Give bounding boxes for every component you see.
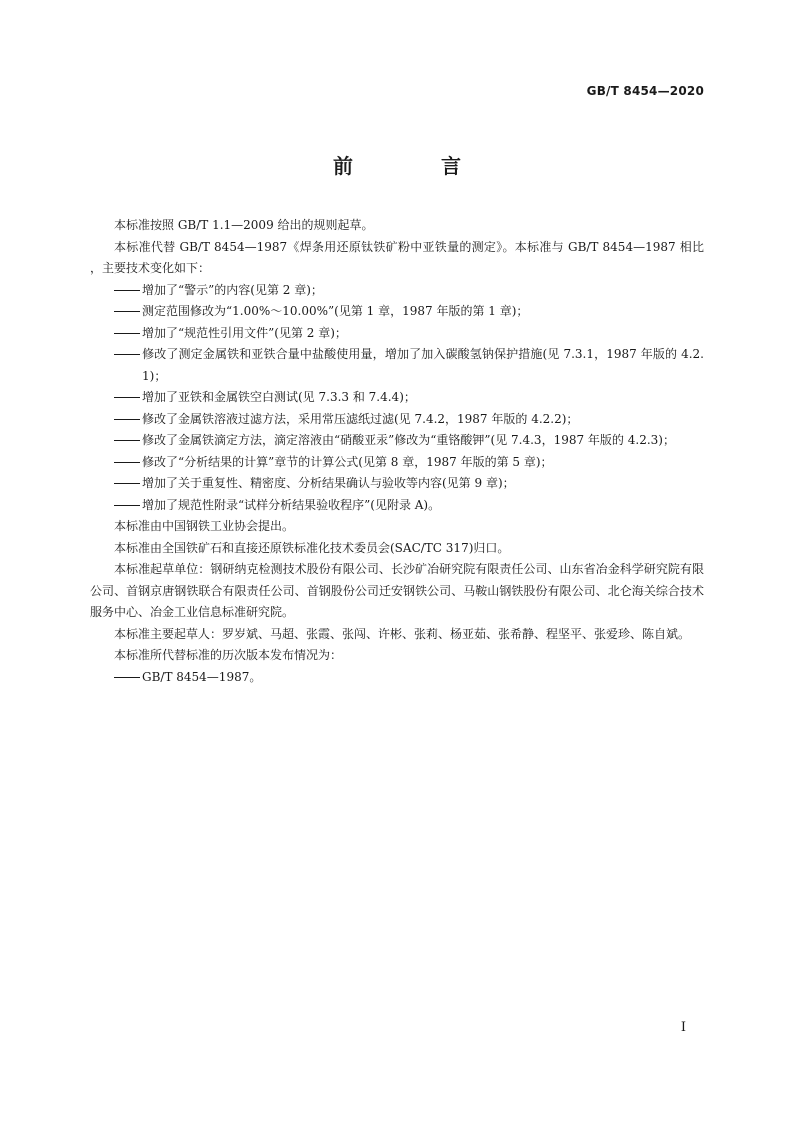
dash-marker bbox=[114, 333, 142, 334]
paragraph: 本标准主要起草人：罗岁斌、马超、张霞、张闯、许彬、张莉、杨亚茹、张希静、程坚平、张爱珍、陈自斌。 bbox=[114, 626, 691, 641]
list-item: 修改了“分析结果的计算”章节的计算公式(见第 8 章，1987 年版的第 5 章)； bbox=[90, 452, 704, 474]
dash-marker bbox=[114, 483, 142, 484]
page-number: I bbox=[680, 1020, 686, 1035]
document-code: GB/T 8454—2020 bbox=[586, 84, 704, 98]
preface-body bbox=[90, 215, 704, 688]
dash-marker bbox=[114, 354, 142, 355]
dash-marker bbox=[114, 397, 142, 398]
paragraph: 本标准起草单位：钢研纳克检测技术股份有限公司、长沙矿冶研究院有限责任公司、山东省冶金科学研究院有限公司、首钢京唐钢铁联合有限责任公司、首钢股份公司迁安钢铁公司、马鞍山钢铁股份有限公司、北仑海关综合技术服务中心、冶金工业信息标准研究院。 bbox=[90, 562, 704, 619]
dash-marker bbox=[114, 419, 142, 420]
dash-marker bbox=[114, 677, 142, 678]
dash-marker bbox=[114, 290, 142, 291]
dash-marker bbox=[114, 462, 142, 463]
paragraph: 本标准按照 GB/T 1.1—2009 给出的规则起草。 bbox=[114, 218, 374, 232]
list-item: 增加了关于重复性、精密度、分析结果确认与验收等内容(见第 9 章)； bbox=[90, 473, 704, 495]
paragraph: 本标准所代替标准的历次版本发布情况为： bbox=[114, 648, 343, 662]
dash-marker bbox=[114, 440, 142, 441]
list-item: 修改了金属铁滴定方法，滴定溶液由“硝酸亚汞”修改为“重铬酸钾”(见 7.4.3，1987 年版的 4.2.3)； bbox=[90, 430, 704, 452]
list-item: 修改了金属铁溶液过滤方法，采用常压滤纸过滤(见 7.4.2，1987 年版的 4.2.2)； bbox=[90, 409, 704, 431]
list-item: 测定范围修改为“1.00%～10.00%”(见第 1 章，1987 年版的第 1 章)； bbox=[90, 301, 704, 323]
paragraph: 本标准代替 GB/T 8454—1987《焊条用还原钛铁矿粉中亚铁量的测定》。本标准与 GB/T 8454—1987 相比，主要技术变化如下： bbox=[90, 239, 704, 275]
list-item: 增加了规范性附录“试样分析结果验收程序”(见附录 A)。 bbox=[90, 495, 704, 517]
page-title: 前 言 bbox=[333, 154, 495, 178]
list-item: 增加了“规范性引用文件”(见第 2 章)； bbox=[90, 323, 704, 345]
list-item: 增加了“警示”的内容(见第 2 章)； bbox=[90, 280, 704, 302]
dash-marker bbox=[114, 311, 142, 312]
list-item: 增加了亚铁和金属铁空白测试(见 7.3.3 和 7.4.4)； bbox=[90, 387, 704, 409]
list-item: GB/T 8454—1987。 bbox=[90, 667, 704, 689]
dash-marker bbox=[114, 505, 142, 506]
list-item: 修改了测定金属铁和亚铁合量中盐酸使用量，增加了加入碳酸氢钠保护措施(见 7.3.1，1987 年版的 4.2.1)； bbox=[90, 344, 704, 387]
paragraph: 本标准由全国铁矿石和直接还原铁标准化技术委员会(SAC/TC 317)归口。 bbox=[114, 540, 510, 555]
paragraph: 本标准由中国钢铁工业协会提出。 bbox=[114, 519, 295, 533]
